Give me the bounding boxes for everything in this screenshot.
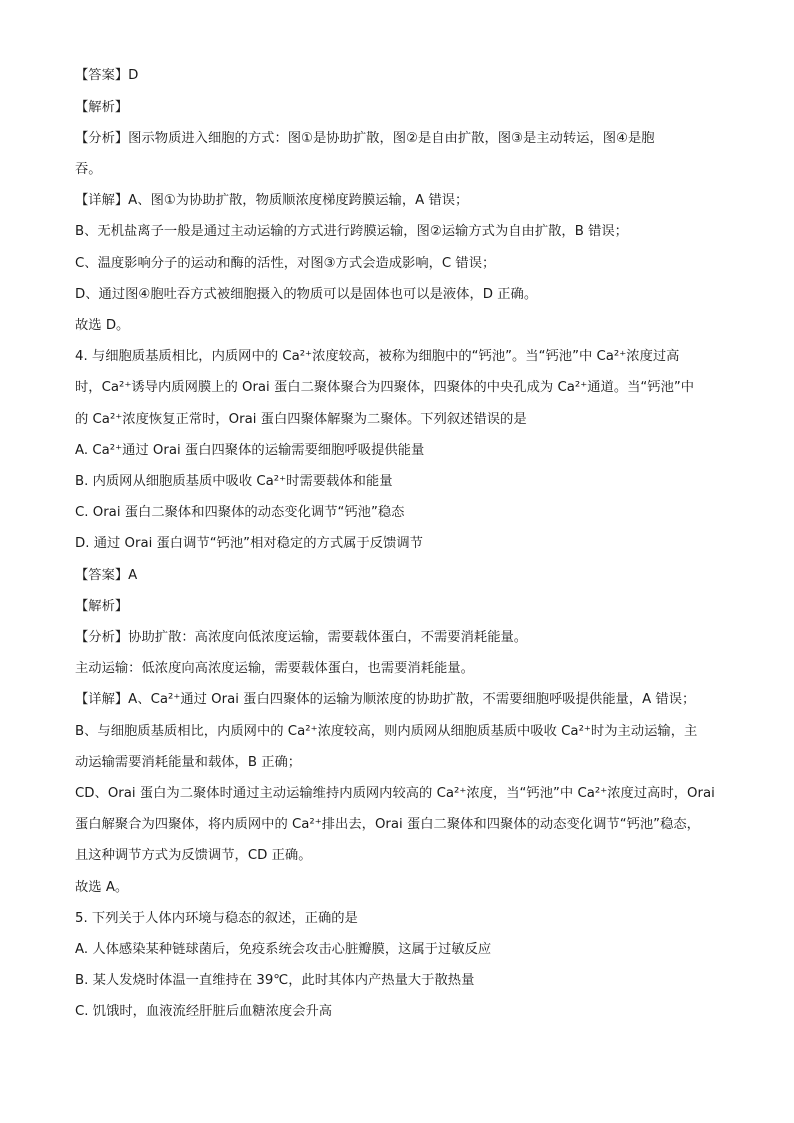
- detail-text: 【详解】A、图①为协助扩散，物质顺浓度梯度跨膜运输，A 错误；: [75, 193, 469, 208]
- question-5-option-b: B. 某人发烧时体温一直维持在 39℃，此时其体内产热量大于散热量: [75, 973, 475, 988]
- analysis-text: 主动运输：低浓度向高浓度运输，需要载体蛋白，也需要消耗能量。: [75, 661, 474, 676]
- detail-text: 蛋白解聚合为四聚体，将内质网中的 Ca²⁺排出去，Orai 蛋白二聚体和四聚体的动态变化调节“钙池”稳态，: [75, 817, 700, 832]
- question-5-stem: 5. 下列关于人体内环境与稳态的叙述，正确的是: [75, 911, 358, 926]
- conclusion-text: 故选 A。: [75, 880, 129, 895]
- question-4-stem: 时，Ca²⁺诱导内质网膜上的 Orai 蛋白二聚体聚合为四聚体，四聚体的中央孔成为 Ca²⁺通道。当“钙池”中: [75, 380, 695, 395]
- analysis-text: 【分析】协助扩散：高浓度向低浓度运输，需要载体蛋白，不需要消耗能量。: [75, 630, 528, 645]
- detail-text: 且这种调节方式为反馈调节，CD 正确。: [75, 848, 312, 863]
- question-5-option-c: C. 饥饿时，血液流经肝脏后血糖浓度会升高: [75, 1004, 333, 1019]
- question-4-stem: 的 Ca²⁺浓度恢复正常时，Orai 蛋白四聚体解聚为二聚体。下列叙述错误的是: [75, 412, 527, 427]
- detail-text: D、通过图④胞吐吞方式被细胞摄入的物质可以是固体也可以是液体，D 正确。: [75, 287, 538, 302]
- detail-text: C、温度影响分子的运动和酶的活性，对图③方式会造成影响，C 错误；: [75, 256, 496, 271]
- detail-text: CD、Orai 蛋白为二聚体时通过主动运输维持内质网内较高的 Ca²⁺浓度，当“钙池”中 Ca²⁺浓度过高时，Orai: [75, 786, 715, 801]
- question-4-option-c: C. Orai 蛋白二聚体和四聚体的动态变化调节“钙池”稳态: [75, 505, 405, 520]
- answer-label: 【答案】D: [75, 68, 139, 83]
- analysis-heading: 【解析】: [75, 599, 129, 614]
- detail-text: 【详解】A、Ca²⁺通过 Orai 蛋白四聚体的运输为顺浓度的协助扩散，不需要细胞呼吸提供能量，A 错误；: [75, 692, 696, 707]
- detail-text: 动运输需要消耗能量和载体，B 正确；: [75, 755, 302, 770]
- detail-text: B、无机盐离子一般是通过主动运输的方式进行跨膜运输，图②运输方式为自由扩散，B 错误；: [75, 224, 628, 239]
- answer-label: 【答案】A: [75, 568, 138, 583]
- analysis-text: 【分析】图示物质进入细胞的方式：图①是协助扩散，图②是自由扩散，图③是主动转运，图④是胞: [75, 131, 655, 146]
- detail-text: B、与细胞质基质相比，内质网中的 Ca²⁺浓度较高，则内质网从细胞质基质中吸收 Ca²⁺时为主动运输，主: [75, 724, 698, 739]
- analysis-text: 吞。: [75, 162, 102, 177]
- analysis-heading: 【解析】: [75, 100, 129, 115]
- question-4-option-a: A. Ca²⁺通过 Orai 蛋白四聚体的运输需要细胞呼吸提供能量: [75, 443, 425, 458]
- question-5-option-a: A. 人体感染某种链球菌后，免疫系统会攻击心脏瓣膜，这属于过敏反应: [75, 942, 492, 957]
- question-4-stem: 4. 与细胞质基质相比，内质网中的 Ca²⁺浓度较高，被称为细胞中的“钙池”。当“钙池”中 Ca²⁺浓度过高: [75, 349, 680, 364]
- question-4-option-b: B. 内质网从细胞质基质中吸收 Ca²⁺时需要载体和能量: [75, 474, 393, 489]
- question-4-option-d: D. 通过 Orai 蛋白调节“钙池”相对稳定的方式属于反馈调节: [75, 536, 423, 551]
- conclusion-text: 故选 D。: [75, 318, 130, 333]
